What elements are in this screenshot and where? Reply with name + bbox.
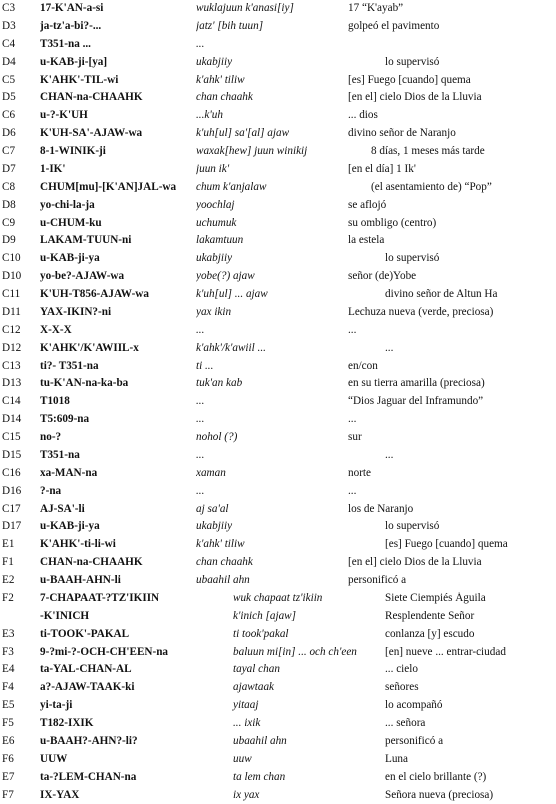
spanish-translation: lo supervisó bbox=[348, 252, 556, 264]
glyph-block-id: C11 bbox=[2, 288, 38, 300]
glyph-block-id: C10 bbox=[2, 252, 38, 264]
table-row bbox=[0, 36, 556, 54]
table-row bbox=[0, 304, 556, 322]
transcription: k'ahk'/k'awiil ... bbox=[196, 342, 388, 354]
glyph-block-id: C6 bbox=[2, 109, 38, 121]
spanish-translation: ... señora bbox=[348, 717, 556, 729]
spanish-translation: [es] Fuego [cuando] quema bbox=[348, 538, 556, 550]
table-row bbox=[0, 608, 556, 626]
transcription: ti took'pakal bbox=[196, 628, 425, 640]
transcription: k'uh[ul] ... ajaw bbox=[196, 288, 388, 300]
glyph-block-id: F3 bbox=[2, 646, 38, 658]
table-row bbox=[0, 72, 556, 90]
transliteration: YAX-IKIN?-ni bbox=[40, 306, 195, 318]
table-row bbox=[0, 518, 556, 536]
spanish-translation: [es] Fuego [cuando] quema bbox=[348, 74, 554, 86]
transliteration: ?-na bbox=[40, 485, 195, 497]
glyph-block-id: C3 bbox=[2, 2, 38, 14]
table-row bbox=[0, 679, 556, 697]
glyph-block-id: F4 bbox=[2, 681, 38, 693]
transliteration: u-?-K'UH bbox=[40, 109, 195, 121]
table-row bbox=[0, 107, 556, 125]
transcription: waxak[hew] juun winikij bbox=[196, 145, 388, 157]
glyph-block-id: C5 bbox=[2, 74, 38, 86]
spanish-translation: 17 “K'ayab” bbox=[348, 2, 554, 14]
transliteration: u-KAB-ji-ya bbox=[40, 520, 195, 532]
glyph-block-id: D7 bbox=[2, 163, 38, 175]
table-row bbox=[0, 232, 556, 250]
glyph-block-id: D13 bbox=[2, 377, 38, 389]
transcription: uchumuk bbox=[196, 217, 388, 229]
spanish-translation: sur bbox=[348, 431, 554, 443]
spanish-translation: lo supervisó bbox=[348, 520, 556, 532]
spanish-translation: ... bbox=[348, 449, 556, 461]
spanish-translation: Lechuza nueva (verde, preciosa) bbox=[348, 306, 554, 318]
transliteration: T351-na ... bbox=[40, 38, 195, 50]
glyph-block-id: C16 bbox=[2, 467, 38, 479]
transliteration: ti-TOOK'-PAKAL bbox=[40, 628, 195, 640]
transliteration: ja-tz'a-bi?-... bbox=[40, 20, 195, 32]
spanish-translation: ... bbox=[348, 485, 554, 497]
transliteration: K'UH-T856-AJAW-wa bbox=[40, 288, 195, 300]
table-row bbox=[0, 250, 556, 268]
transcription: chan chaahk bbox=[196, 91, 388, 103]
transliteration: X-X-X bbox=[40, 324, 195, 336]
spanish-translation: lo supervisó bbox=[348, 56, 556, 68]
spanish-translation: su ombligo (centro) bbox=[348, 217, 554, 229]
transliteration: tu-K'AN-na-ka-ba bbox=[40, 377, 195, 389]
table-row bbox=[0, 215, 556, 233]
spanish-translation: se aflojó bbox=[348, 199, 554, 211]
spanish-translation: en su tierra amarilla (preciosa) bbox=[348, 377, 554, 389]
glyph-block-id: F1 bbox=[2, 556, 38, 568]
transcription: k'inich [ajaw] bbox=[196, 610, 425, 622]
table-row bbox=[0, 751, 556, 769]
transliteration: no-? bbox=[40, 431, 195, 443]
transliteration: yi-ta-ji bbox=[40, 699, 195, 711]
table-row bbox=[0, 536, 556, 554]
transliteration: CHUM[mu]-[K'AN]JAL-wa bbox=[40, 181, 195, 193]
glyph-block-id: C15 bbox=[2, 431, 38, 443]
glyph-block-id: D8 bbox=[2, 199, 38, 211]
table-row bbox=[0, 769, 556, 787]
transcription: ... bbox=[196, 395, 388, 407]
table-row bbox=[0, 483, 556, 501]
spanish-translation: [en] nueve ... entrar-ciudad bbox=[348, 646, 556, 658]
transliteration: -K'INICH bbox=[40, 610, 195, 622]
table-row bbox=[0, 572, 556, 590]
spanish-translation: norte bbox=[348, 467, 554, 479]
table-row bbox=[0, 590, 556, 608]
transcription: ... bbox=[196, 38, 388, 50]
table-row bbox=[0, 787, 556, 804]
transliteration: K'AHK'-TIL-wi bbox=[40, 74, 195, 86]
table-row bbox=[0, 179, 556, 197]
transliteration: u-BAAH-AHN-li bbox=[40, 574, 195, 586]
spanish-translation: personificó a bbox=[348, 574, 554, 586]
spanish-translation: “Dios Jaguar del Inframundo” bbox=[348, 395, 554, 407]
glyph-block-id: D9 bbox=[2, 234, 38, 246]
glyph-block-id: D5 bbox=[2, 91, 38, 103]
spanish-translation: divino señor de Naranjo bbox=[348, 127, 554, 139]
glyph-block-id: E7 bbox=[2, 771, 38, 783]
spanish-translation: ... bbox=[348, 342, 556, 354]
transliteration: yo-be?-AJAW-wa bbox=[40, 270, 195, 282]
transcription: tuk'an kab bbox=[196, 377, 388, 389]
transcription: juun ik' bbox=[196, 163, 388, 175]
spanish-translation: ... cielo bbox=[348, 663, 556, 675]
spanish-translation: señor (de)Yobe bbox=[348, 270, 554, 282]
transliteration: yo-chi-la-ja bbox=[40, 199, 195, 211]
transliteration: CHAN-na-CHAAHK bbox=[40, 556, 195, 568]
table-row bbox=[0, 322, 556, 340]
spanish-translation: Resplendente Señor bbox=[348, 610, 556, 622]
transliteration: AJ-SA'-li bbox=[40, 503, 195, 515]
transliteration: IX-YAX bbox=[40, 789, 195, 801]
transliteration: UUW bbox=[40, 753, 195, 765]
transliteration: ti?- T351-na bbox=[40, 360, 195, 372]
transcription: chum k'anjalaw bbox=[196, 181, 388, 193]
table-row bbox=[0, 18, 556, 36]
glyph-block-id: C13 bbox=[2, 360, 38, 372]
table-row bbox=[0, 54, 556, 72]
transcription: ubaahil ahn bbox=[196, 574, 388, 586]
transliteration: 9-?mi-?-OCH-CH'EEN-na bbox=[40, 646, 195, 658]
table-row bbox=[0, 0, 556, 18]
glyph-block-id: D6 bbox=[2, 127, 38, 139]
glyph-block-id: D17 bbox=[2, 520, 38, 532]
transliteration: T351-na bbox=[40, 449, 195, 461]
transcription: ... bbox=[196, 449, 388, 461]
transliteration: T5:609-na bbox=[40, 413, 195, 425]
transcription: ukabjiiy bbox=[196, 252, 388, 264]
transcription: wuk chapaat tz'ikiin bbox=[196, 592, 425, 604]
spanish-translation: conlanza [y] escudo bbox=[348, 628, 556, 640]
transliteration: LAKAM-TUUN-ni bbox=[40, 234, 195, 246]
spanish-translation: Luna bbox=[348, 753, 556, 765]
spanish-translation: los de Naranjo bbox=[348, 503, 554, 515]
spanish-translation: ... bbox=[348, 324, 554, 336]
transliteration: 8-1-WINIK-ji bbox=[40, 145, 195, 157]
transcription: ... bbox=[196, 485, 388, 497]
glyph-block-id: C4 bbox=[2, 38, 38, 50]
transcription: xaman bbox=[196, 467, 388, 479]
transliteration: CHAN-na-CHAAHK bbox=[40, 91, 195, 103]
table-row bbox=[0, 197, 556, 215]
transcription: wuklajuun k'anasi[iy] bbox=[196, 2, 388, 14]
table-row bbox=[0, 715, 556, 733]
glyph-block-id: D14 bbox=[2, 413, 38, 425]
glyph-block-id: C14 bbox=[2, 395, 38, 407]
glyph-block-id: D11 bbox=[2, 306, 38, 318]
transcription: ix yax bbox=[196, 789, 425, 801]
glyph-block-id: C7 bbox=[2, 145, 38, 157]
glyph-block-id: C9 bbox=[2, 217, 38, 229]
transcription: yoochlaj bbox=[196, 199, 388, 211]
transcription: ... bbox=[196, 413, 388, 425]
transliteration: T1018 bbox=[40, 395, 195, 407]
transliteration: a?-AJAW-TAAK-ki bbox=[40, 681, 195, 693]
spanish-translation: la estela bbox=[348, 234, 554, 246]
transcription: baluun mi[in] ... och ch'een bbox=[196, 646, 425, 658]
transcription: chan chaahk bbox=[196, 556, 388, 568]
glyph-block-id: E6 bbox=[2, 735, 38, 747]
transcription: nohol (?) bbox=[196, 431, 388, 443]
glyph-block-id: C8 bbox=[2, 181, 38, 193]
transliteration: ta-?LEM-CHAN-na bbox=[40, 771, 195, 783]
table-row bbox=[0, 644, 556, 662]
glyph-block-id: E1 bbox=[2, 538, 38, 550]
transcription: k'uh[ul] sa'[al] ajaw bbox=[196, 127, 388, 139]
spanish-translation: Siete Ciempiés Águila bbox=[348, 592, 556, 604]
table-row bbox=[0, 447, 556, 465]
table-row bbox=[0, 733, 556, 751]
spanish-translation: [en el día] 1 Ik' bbox=[348, 163, 554, 175]
glyph-block-id: E3 bbox=[2, 628, 38, 640]
transcription: ... ixik bbox=[196, 717, 425, 729]
table-row bbox=[0, 554, 556, 572]
transcription: yax ikin bbox=[196, 306, 388, 318]
glyph-block-id: F5 bbox=[2, 717, 38, 729]
transliteration: xa-MAN-na bbox=[40, 467, 195, 479]
transliteration: u-CHUM-ku bbox=[40, 217, 195, 229]
spanish-translation: ... bbox=[348, 413, 554, 425]
transliteration: u-KAB-ji-ya bbox=[40, 252, 195, 264]
transliteration: ta-YAL-CHAN-AL bbox=[40, 663, 195, 675]
table-row bbox=[0, 161, 556, 179]
table-row bbox=[0, 268, 556, 286]
glyph-block-id: F2 bbox=[2, 592, 38, 604]
transcription: jatz' [bih tuun] bbox=[196, 20, 388, 32]
table-row bbox=[0, 125, 556, 143]
transcription: k'ahk' tiliw bbox=[196, 538, 388, 550]
glyph-block-id: D4 bbox=[2, 56, 38, 68]
glyph-block-id: D16 bbox=[2, 485, 38, 497]
transcription: ukabjiiy bbox=[196, 520, 388, 532]
transcription: uuw bbox=[196, 753, 425, 765]
transliteration: K'AHK'/K'AWIIL-x bbox=[40, 342, 195, 354]
spanish-translation: golpeó el pavimento bbox=[348, 20, 554, 32]
table-row bbox=[0, 626, 556, 644]
table-row bbox=[0, 393, 556, 411]
spanish-translation: divino señor de Altun Ha bbox=[348, 288, 556, 300]
transliteration: K'AHK'-ti-li-wi bbox=[40, 538, 195, 550]
glyph-block-id: C17 bbox=[2, 503, 38, 515]
transcription: lakamtuun bbox=[196, 234, 388, 246]
table-row bbox=[0, 286, 556, 304]
transcription: k'ahk' tiliw bbox=[196, 74, 388, 86]
transcription: ubaahil ahn bbox=[196, 735, 425, 747]
transliteration: u-KAB-ji-[ya] bbox=[40, 56, 195, 68]
transcription: ... bbox=[196, 324, 388, 336]
glyph-block-id: C12 bbox=[2, 324, 38, 336]
table-row bbox=[0, 429, 556, 447]
table-row bbox=[0, 697, 556, 715]
spanish-translation: ... dios bbox=[348, 109, 554, 121]
table-row bbox=[0, 661, 556, 679]
spanish-translation: en/con bbox=[348, 360, 554, 372]
transliteration: K'UH-SA'-AJAW-wa bbox=[40, 127, 195, 139]
spanish-translation: personificó a bbox=[348, 735, 556, 747]
glyph-block-id: E5 bbox=[2, 699, 38, 711]
transcription: ...k'uh bbox=[196, 109, 388, 121]
transliteration: 7-CHAPAAT-?TZ'IKIIN bbox=[40, 592, 195, 604]
glyph-block-id: D10 bbox=[2, 270, 38, 282]
transcription: ti ... bbox=[196, 360, 388, 372]
transliteration: u-BAAH?-AHN?-li? bbox=[40, 735, 195, 747]
table-row bbox=[0, 411, 556, 429]
table-row bbox=[0, 465, 556, 483]
spanish-translation: (el asentamiento de) “Pop” bbox=[348, 181, 556, 193]
glyph-block-id: F7 bbox=[2, 789, 38, 801]
transcription: yobe(?) ajaw bbox=[196, 270, 388, 282]
glyph-block-id: D15 bbox=[2, 449, 38, 461]
spanish-translation: [en el] cielo Dios de la Lluvia bbox=[348, 556, 554, 568]
transliteration: 1-IK' bbox=[40, 163, 195, 175]
transcription: tayal chan bbox=[196, 663, 425, 675]
transcription: ajawtaak bbox=[196, 681, 425, 693]
spanish-translation: Señora nueva (preciosa) bbox=[348, 789, 556, 801]
glyph-block-id: E4 bbox=[2, 663, 38, 675]
transcription: aj sa'al bbox=[196, 503, 388, 515]
spanish-translation: en el cielo brillante (?) bbox=[348, 771, 556, 783]
glyph-block-id: D12 bbox=[2, 342, 38, 354]
table-row bbox=[0, 340, 556, 358]
spanish-translation: lo acompañó bbox=[348, 699, 556, 711]
glyph-block-id: F6 bbox=[2, 753, 38, 765]
transcription: ukabjiiy bbox=[196, 56, 388, 68]
spanish-translation: [en el] cielo Dios de la Lluvia bbox=[348, 91, 554, 103]
transliteration: 17-K'AN-a-si bbox=[40, 2, 195, 14]
table-row bbox=[0, 89, 556, 107]
transcription: ta lem chan bbox=[196, 771, 425, 783]
spanish-translation: 8 días, 1 meses más tarde bbox=[348, 145, 556, 157]
transcription: yitaaj bbox=[196, 699, 425, 711]
spanish-translation: señores bbox=[348, 681, 556, 693]
table-row bbox=[0, 501, 556, 519]
table-row bbox=[0, 375, 556, 393]
transliteration: T182-IXIK bbox=[40, 717, 195, 729]
table-row bbox=[0, 143, 556, 161]
glyph-block-id: E2 bbox=[2, 574, 38, 586]
glyph-block-id: D3 bbox=[2, 20, 38, 32]
table-row bbox=[0, 358, 556, 376]
